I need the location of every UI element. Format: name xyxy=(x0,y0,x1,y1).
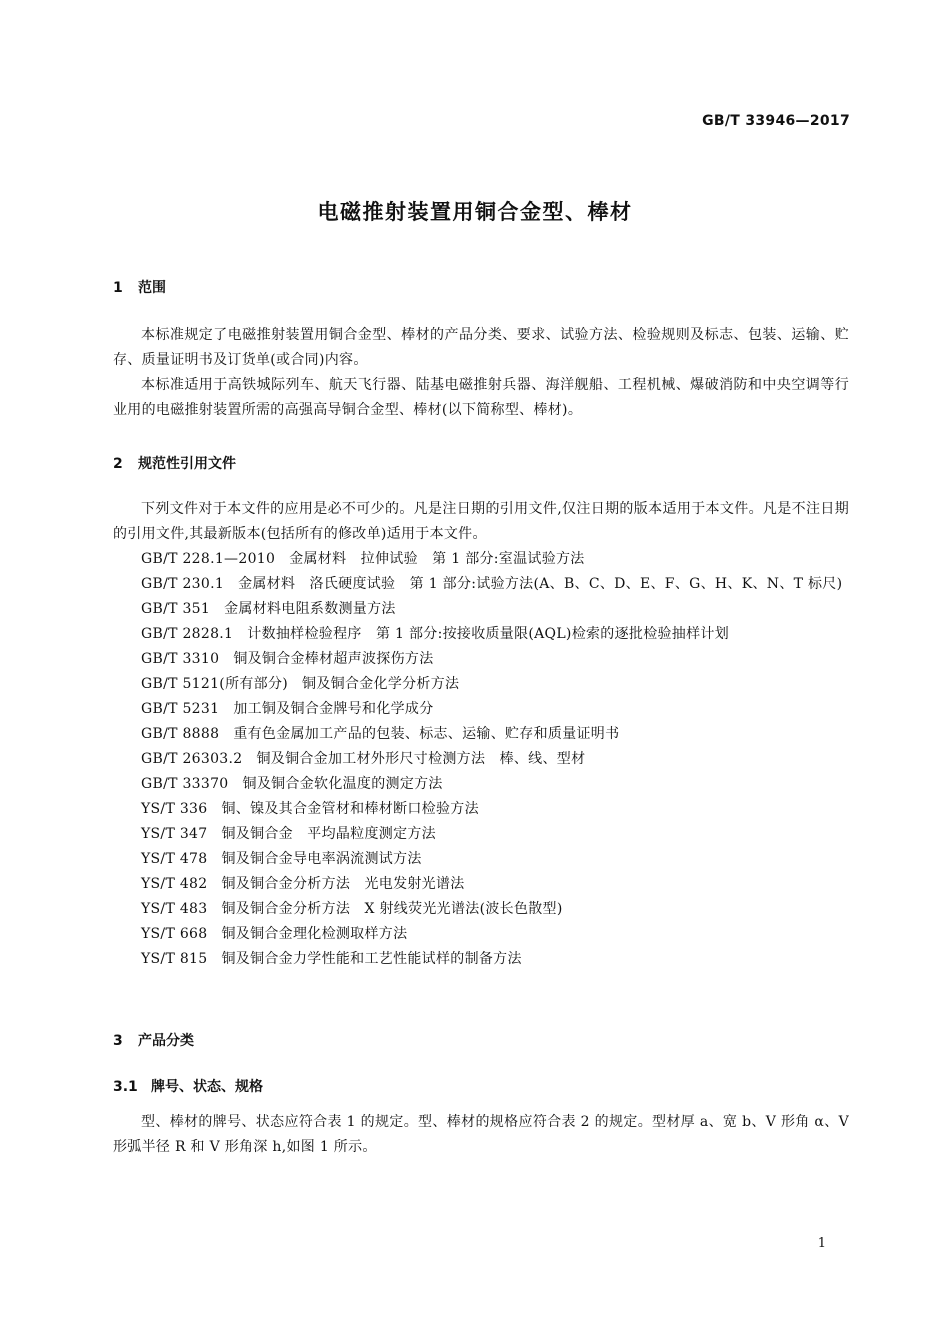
reference-list xyxy=(113,547,849,972)
reference-code: GB/T 5121(所有部分) xyxy=(141,676,289,692)
reference-item xyxy=(113,872,849,897)
reference-title: 金属材料 拉伸试验 第 1 部分:室温试验方法 xyxy=(289,551,585,567)
subsection-number: 3.1 xyxy=(113,1079,138,1095)
reference-item xyxy=(113,647,849,672)
subsection-heading-grade-temper-size xyxy=(113,1076,263,1096)
section-title: 范围 xyxy=(138,280,166,296)
reference-item xyxy=(113,672,849,697)
reference-item xyxy=(113,947,849,972)
reference-item xyxy=(113,572,849,597)
references-intro: 下列文件对于本文件的应用是必不可少的。凡是注日期的引用文件,仅注日期的版本适用于本文件。凡是不注日期的引用文件,其最新版本(包括所有的修改单)适用于本文件。 xyxy=(113,501,849,542)
reference-title: 铜及铜合金力学性能和工艺性能试样的制备方法 xyxy=(221,951,522,967)
section-heading-classification xyxy=(113,1030,194,1050)
reference-title: 铜及铜合金分析方法 光电发射光谱法 xyxy=(221,876,465,892)
reference-item xyxy=(113,747,849,772)
section-number: 2 xyxy=(113,456,123,472)
reference-title: 计数抽样检验程序 第 1 部分:按接收质量限(AQL)检索的逐批检验抽样计划 xyxy=(247,626,729,642)
reference-code: GB/T 26303.2 xyxy=(141,751,243,767)
reference-code: GB/T 5231 xyxy=(141,701,220,717)
reference-item xyxy=(113,622,849,647)
reference-item xyxy=(113,547,849,572)
section-heading-scope xyxy=(113,277,166,297)
reference-title: 铜、镍及其合金管材和棒材断口检验方法 xyxy=(221,801,479,817)
subsection-title: 牌号、状态、规格 xyxy=(151,1079,263,1095)
reference-code: YS/T 815 xyxy=(141,951,208,967)
reference-title: 铜及铜合金棒材超声波探伤方法 xyxy=(233,651,434,667)
reference-title: 金属材料 洛氏硬度试验 第 1 部分:试验方法(A、B、C、D、E、F、G、H、K、N、T 标尺) xyxy=(238,576,843,592)
reference-code: YS/T 483 xyxy=(141,901,208,917)
reference-code: GB/T 230.1 xyxy=(141,576,225,592)
scope-paragraph-1: 本标准规定了电磁推射装置用铜合金型、棒材的产品分类、要求、试验方法、检验规则及标志、包装、运输、贮存、质量证明书及订货单(或合同)内容。 xyxy=(113,327,849,368)
page-number: 1 xyxy=(817,1236,826,1251)
section-number: 1 xyxy=(113,280,123,296)
reference-code: YS/T 482 xyxy=(141,876,208,892)
reference-code: GB/T 2828.1 xyxy=(141,626,234,642)
reference-code: GB/T 228.1—2010 xyxy=(141,551,276,567)
reference-code: GB/T 8888 xyxy=(141,726,220,742)
reference-item xyxy=(113,897,849,922)
reference-title: 重有色金属加工产品的包装、标志、运输、贮存和质量证明书 xyxy=(233,726,620,742)
reference-title: 铜及铜合金软化温度的测定方法 xyxy=(242,776,443,792)
reference-title: 金属材料电阻系数测量方法 xyxy=(224,601,396,617)
section-title: 产品分类 xyxy=(138,1033,194,1049)
reference-code: YS/T 668 xyxy=(141,926,208,942)
reference-code: YS/T 347 xyxy=(141,826,208,842)
reference-code: GB/T 33370 xyxy=(141,776,229,792)
reference-item xyxy=(113,722,849,747)
section-title: 规范性引用文件 xyxy=(138,456,236,472)
section-number: 3 xyxy=(113,1033,123,1049)
reference-title: 铜及铜合金导电率涡流测试方法 xyxy=(221,851,422,867)
reference-title: 铜及铜合金理化检测取样方法 xyxy=(221,926,408,942)
reference-title: 加工铜及铜合金牌号和化学成分 xyxy=(233,701,434,717)
reference-item xyxy=(113,697,849,722)
reference-title: 铜及铜合金分析方法 X 射线荧光光谱法(波长色散型) xyxy=(221,901,563,917)
reference-title: 铜及铜合金 平均晶粒度测定方法 xyxy=(221,826,436,842)
reference-item xyxy=(113,822,849,847)
reference-code: YS/T 336 xyxy=(141,801,208,817)
scope-paragraph-2: 本标准适用于高铁城际列车、航天飞行器、陆基电磁推射兵器、海洋舰船、工程机械、爆破消防和中央空调等行业用的电磁推射装置所需的高强高导铜合金型、棒材(以下简称型、棒材)。 xyxy=(113,377,849,418)
reference-title: 铜及铜合金加工材外形尺寸检测方法 棒、线、型材 xyxy=(256,751,586,767)
reference-title: 铜及铜合金化学分析方法 xyxy=(302,676,460,692)
reference-code: YS/T 478 xyxy=(141,851,208,867)
reference-item xyxy=(113,772,849,797)
reference-item xyxy=(113,797,849,822)
reference-code: GB/T 3310 xyxy=(141,651,220,667)
document-title: 电磁推射装置用铜合金型、棒材 xyxy=(317,200,633,224)
reference-item xyxy=(113,597,849,622)
reference-item xyxy=(113,922,849,947)
standard-number: GB/T 33946—2017 xyxy=(702,113,850,129)
classification-paragraph: 型、棒材的牌号、状态应符合表 1 的规定。型、棒材的规格应符合表 2 的规定。型材厚 a、宽 b、V 形角 α、V 形弧半径 R 和 V 形角深 h,如图 1 所示。 xyxy=(113,1114,849,1155)
section-heading-references xyxy=(113,453,236,473)
reference-item xyxy=(113,847,849,872)
reference-code: GB/T 351 xyxy=(141,601,211,617)
